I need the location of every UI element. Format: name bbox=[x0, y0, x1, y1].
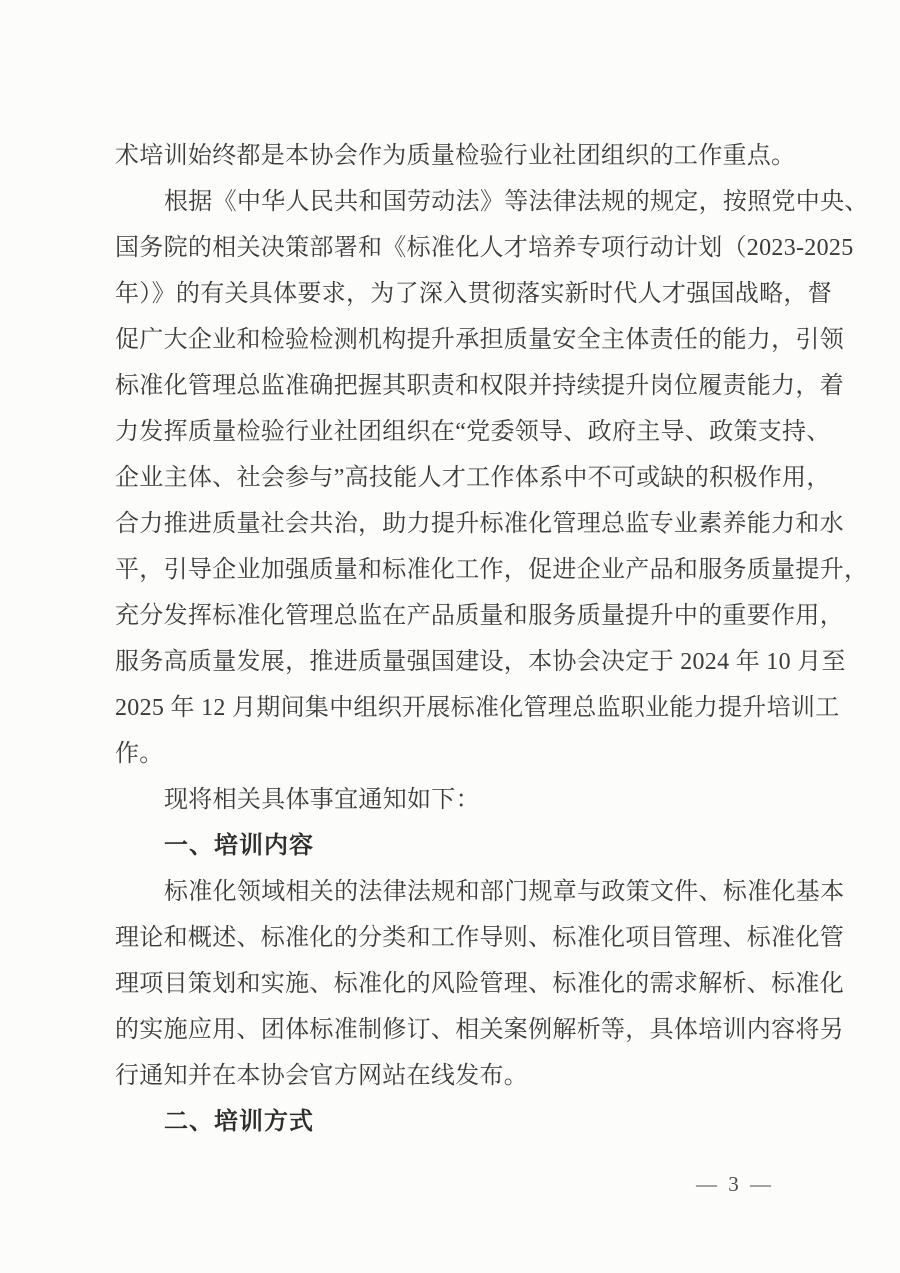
text-line: 企业主体、社会参与”高技能人才工作体系中不可或缺的积极作用， bbox=[115, 465, 831, 491]
text-line: 服务高质量发展，推进质量强国建设，本协会决定于 2024 年 10 月至 bbox=[115, 649, 846, 675]
document-body bbox=[115, 133, 869, 1145]
text-line: 理项目策划和实施、标准化的风险管理、标准化的需求解析、标准化 bbox=[115, 971, 844, 997]
page-number: — 3 — bbox=[696, 1172, 774, 1196]
text-line: 现将相关具体事宜通知如下： bbox=[164, 787, 480, 813]
text-line: 术培训始终都是本协会作为质量检验行业社团组织的工作重点。 bbox=[115, 143, 796, 169]
text-line: 理论和概述、标准化的分类和工作导则、标准化项目管理、标准化管 bbox=[115, 925, 844, 951]
text-line: 年）》的有关具体要求，为了深入贯彻落实新时代人才强国战略，督 bbox=[115, 281, 832, 307]
text-line: 的实施应用、团体标准制修订、相关案例解析等，具体培训内容将另 bbox=[115, 1017, 844, 1043]
text-line: 标准化管理总监准确把握其职责和权限并持续提升岗位履责能力，着 bbox=[115, 373, 844, 399]
text-line: 国务院的相关决策部署和《标准化人才培养专项行动计划（2023-2025 bbox=[115, 235, 854, 261]
text-line: 平，引导企业加强质量和标准化工作，促进企业产品和服务质量提升， bbox=[115, 557, 869, 583]
text-line: 充分发挥标准化管理总监在产品质量和服务质量提升中的重要作用， bbox=[115, 603, 844, 629]
text-line: 行通知并在本协会官方网站在线发布。 bbox=[115, 1063, 529, 1089]
text-line: 促广大企业和检验检测机构提升承担质量安全主体责任的能力，引领 bbox=[115, 327, 844, 353]
section-heading-training-content: 一、培训内容 bbox=[164, 832, 314, 859]
text-line: 标准化领域相关的法律法规和部门规章与政策文件、标准化基本 bbox=[164, 879, 845, 905]
text-line: 作。 bbox=[115, 741, 164, 767]
section-heading-training-method: 二、培训方式 bbox=[164, 1108, 314, 1135]
text-line: 合力推进质量社会共治，助力提升标准化管理总监专业素养能力和水 bbox=[115, 511, 844, 537]
text-line: 力发挥质量检验行业社团组织在“党委领导、政府主导、政策支持、 bbox=[115, 419, 831, 445]
text-line: 2025 年 12 月期间集中组织开展标准化管理总监职业能力提升培训工 bbox=[115, 695, 840, 721]
text-line: 根据《中华人民共和国劳动法》等法律法规的规定，按照党中央、 bbox=[164, 189, 869, 215]
